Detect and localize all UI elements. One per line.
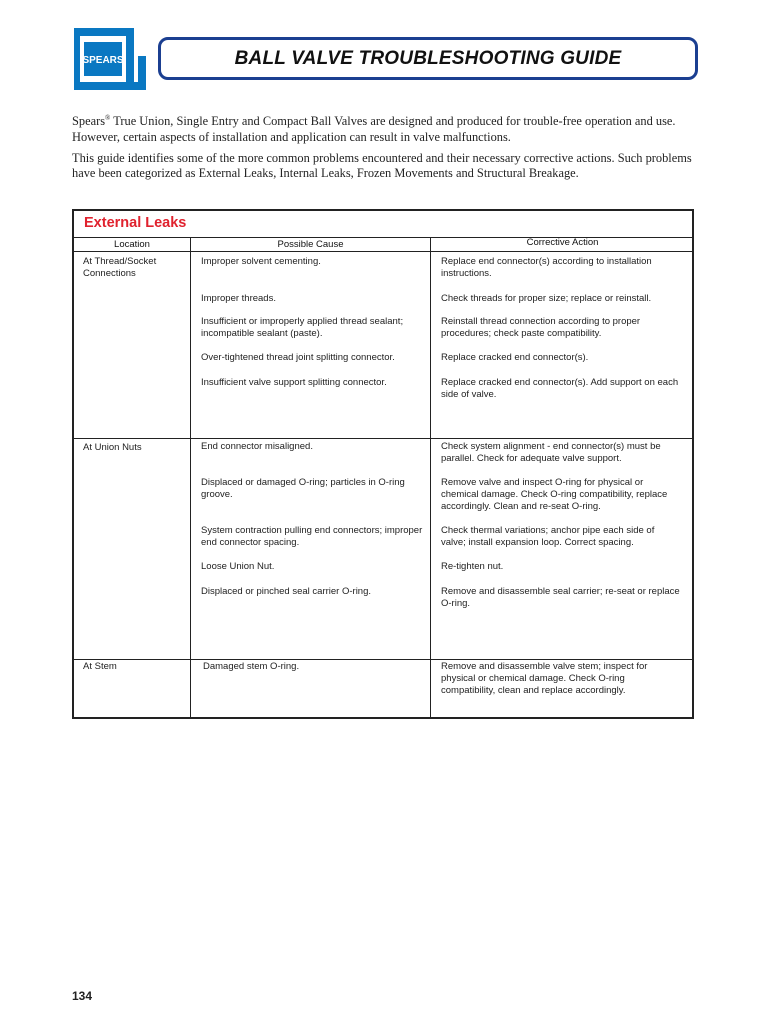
action-cell: Replace cracked end connector(s). Add support on each side of valve. (441, 377, 679, 400)
table-rule (74, 438, 692, 439)
cause-cell: Improper threads. (201, 293, 276, 304)
intro-text (72, 111, 696, 188)
external-leaks-table (72, 209, 694, 719)
action-cell: Remove and disassemble valve stem; inspect for physical or chemical damage. Check O-ring compatibility, clean and replace accordingly. (441, 661, 648, 696)
action-cell: Check thermal variations; anchor pipe each side of valve; install expansion loop. Correct spacing. (441, 525, 655, 548)
cause-cell: Insufficient or improperly applied thread sealant; incompatible sealant (paste). (201, 316, 404, 339)
section-title: External Leaks (84, 215, 187, 231)
intro-paragraph-1-text: True Union, Single Entry and Compact Ball Valves are designed and produced for trouble-free operation and use. However, certain aspects of installation and application can result in valve malfunctions. (72, 114, 676, 144)
header-action: Corrective Action (526, 237, 599, 248)
header-cause: Possible Cause (277, 239, 344, 250)
cause-cell: Displaced or damaged O-ring; particles in O-ring groove. (201, 477, 405, 500)
page-title: BALL VALVE TROUBLESHOOTING GUIDE (234, 47, 622, 69)
cause-cell: System contraction pulling end connectors; improper end connector spacing. (201, 525, 423, 548)
action-cell: Reinstall thread connection according to proper procedures; check paste compatibility. (441, 316, 641, 339)
spears-logo (72, 26, 148, 92)
intro-paragraph-2: This guide identifies some of the more common problems encountered and their necessary corrective actions. Such problems have been categorized as External Leaks, Internal Leaks, Frozen Movements and Structural Breakage. (72, 150, 692, 181)
table-rule (74, 659, 692, 660)
page-title-box (158, 37, 698, 80)
cause-cell: Displaced or pinched seal carrier O-ring. (201, 586, 372, 597)
action-cell: Replace cracked end connector(s). (441, 352, 589, 363)
spears-logo-graphic (72, 26, 148, 92)
action-cell: Replace end connector(s) according to installation instructions. (441, 256, 652, 279)
column-divider (190, 237, 191, 717)
cause-cell: Loose Union Nut. (201, 561, 275, 572)
table-rule (74, 251, 692, 252)
location-cell: At Union Nuts (83, 442, 142, 453)
action-cell: Remove and disassemble seal carrier; re-seat or replace O-ring. (441, 586, 680, 609)
cause-cell: Improper solvent cementing. (201, 256, 321, 267)
header-location: Location (114, 239, 150, 250)
action-cell: Check threads for proper size; replace or reinstall. (441, 293, 652, 304)
page-number: 134 (72, 989, 93, 1003)
cause-cell: Over-tightened thread joint splitting connector. (201, 352, 395, 363)
intro-brand: Spears (72, 114, 106, 129)
location-cell: At Thread/Socket Connections (83, 256, 157, 279)
action-cell: Check system alignment - end connector(s) must be parallel. Check for adequate valve support. (441, 441, 661, 464)
logo-text: SPEARS (82, 55, 124, 66)
registered-mark: ® (105, 114, 111, 122)
cause-cell: Damaged stem O-ring. (203, 661, 300, 672)
intro-paragraph-1 (72, 111, 696, 145)
cause-cell: End connector misaligned. (201, 441, 313, 452)
action-cell: Re-tighten nut. (441, 561, 504, 572)
action-cell: Remove valve and inspect O-ring for physical or chemical damage. Check O-ring compatibility, replace accordingly. Clean and re-seat O-ring. (441, 477, 668, 512)
cause-cell: Insufficient valve support splitting connector. (201, 377, 387, 388)
column-divider (430, 237, 431, 717)
location-cell: At Stem (83, 661, 117, 672)
